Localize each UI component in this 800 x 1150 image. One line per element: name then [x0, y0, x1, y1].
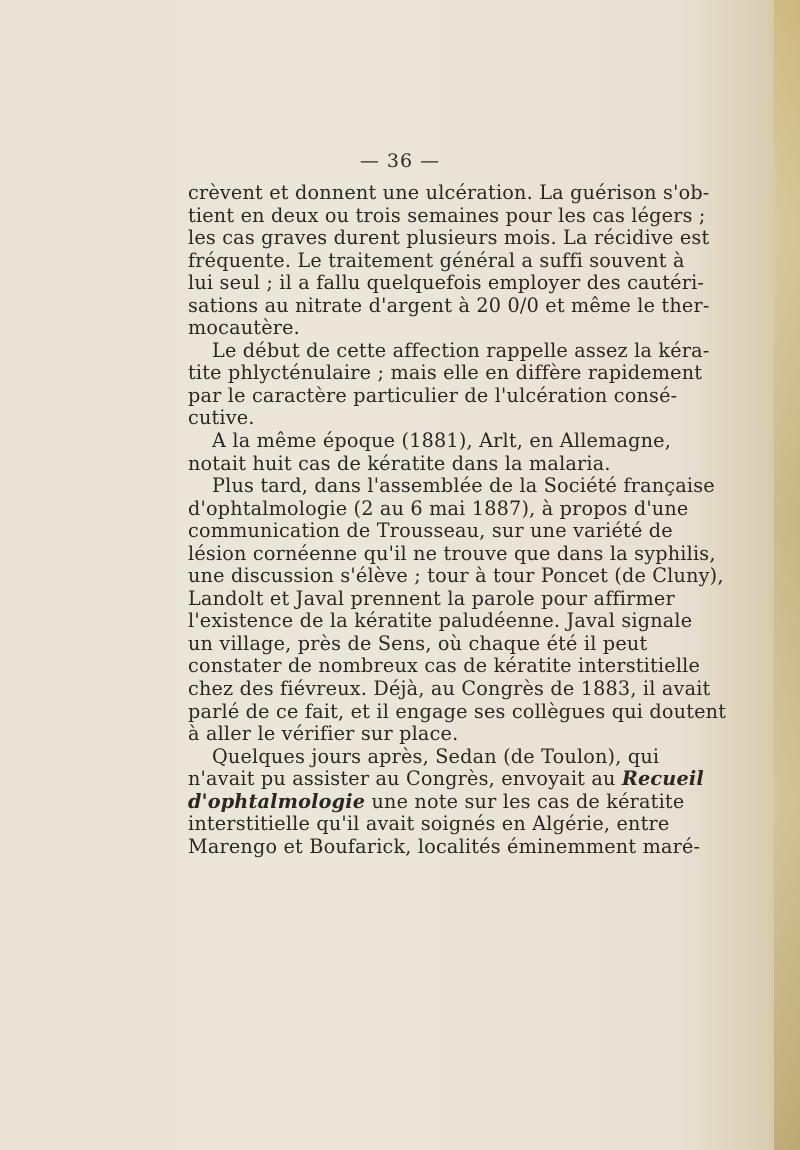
text-line: par le caractère particulier de l'ulcération consé- — [188, 383, 678, 407]
text-line: A la même époque (1881), Arlt, en Allemagne, — [212, 429, 672, 453]
text-line: notait huit cas de kératite dans la malaria. — [188, 451, 611, 475]
text-line: sations au nitrate d'argent à 20 0/0 et même le ther- — [188, 293, 710, 317]
text-line: communication de Trousseau, sur une variété de — [188, 519, 673, 543]
text-line: à aller le vérifier sur place. — [188, 722, 459, 746]
text-line: fréquente. Le traitement général a suffi souvent à — [188, 248, 685, 272]
text-line: une discussion s'élève ; tour à tour Poncet (de Cluny), — [188, 564, 724, 588]
text-line: cutive. — [188, 406, 255, 430]
text-line: lésion cornéenne qu'il ne trouve que dans la syphilis, — [188, 541, 716, 565]
text-line: Landolt et Javal prennent la parole pour affirmer — [188, 586, 675, 610]
text-line: d'ophtalmologie (2 au 6 mai 1887), à propos d'une — [188, 496, 689, 520]
italic-title: d'ophtalmologie — [188, 789, 366, 813]
text-segment: une note sur les cas de kératite — [371, 789, 685, 813]
text-line-with-italic-title — [188, 789, 685, 814]
text-line: mocautère. — [188, 316, 300, 340]
text-line: chez des fiévreux. Déjà, au Congrès de 1883, il avait — [188, 677, 711, 701]
page-edge-stain — [774, 0, 800, 1150]
text-line: les cas graves durent plusieurs mois. La récidive est — [188, 226, 710, 250]
text-segment: n'avait pu assister au Congrès, envoyait au — [188, 767, 616, 791]
page-number: — 36 — — [359, 150, 441, 172]
text-line: parlé de ce fait, et il engage ses collègues qui doutent — [188, 699, 727, 723]
body-text — [188, 181, 727, 858]
text-line: l'existence de la kératite paludéenne. Javal signale — [188, 609, 693, 633]
text-line: interstitielle qu'il avait soignés en Algérie, entre — [188, 812, 670, 836]
text-line: lui seul ; il a fallu quelquefois employer des cautéri- — [188, 271, 705, 295]
text-line: Quelques jours après, Sedan (de Toulon), qui — [212, 744, 660, 768]
text-line: tient en deux ou trois semaines pour les cas légers ; — [188, 203, 706, 227]
text-line: Marengo et Boufarick, localités éminemment maré- — [188, 834, 701, 858]
text-line: crèvent et donnent une ulcération. La guérison s'ob- — [188, 181, 710, 204]
text-line: tite phlycténulaire ; mais elle en diffère rapidement — [188, 361, 703, 385]
text-line: Le début de cette affection rappelle assez la kéra- — [212, 338, 710, 362]
italic-title: Recueil — [621, 767, 704, 791]
text-line: Plus tard, dans l'assemblée de la Société française — [212, 474, 715, 498]
text-line: constater de nombreux cas de kératite interstitielle — [188, 654, 701, 678]
text-line-with-italic-title — [188, 767, 704, 791]
text-line: un village, près de Sens, où chaque été il peut — [188, 631, 648, 655]
